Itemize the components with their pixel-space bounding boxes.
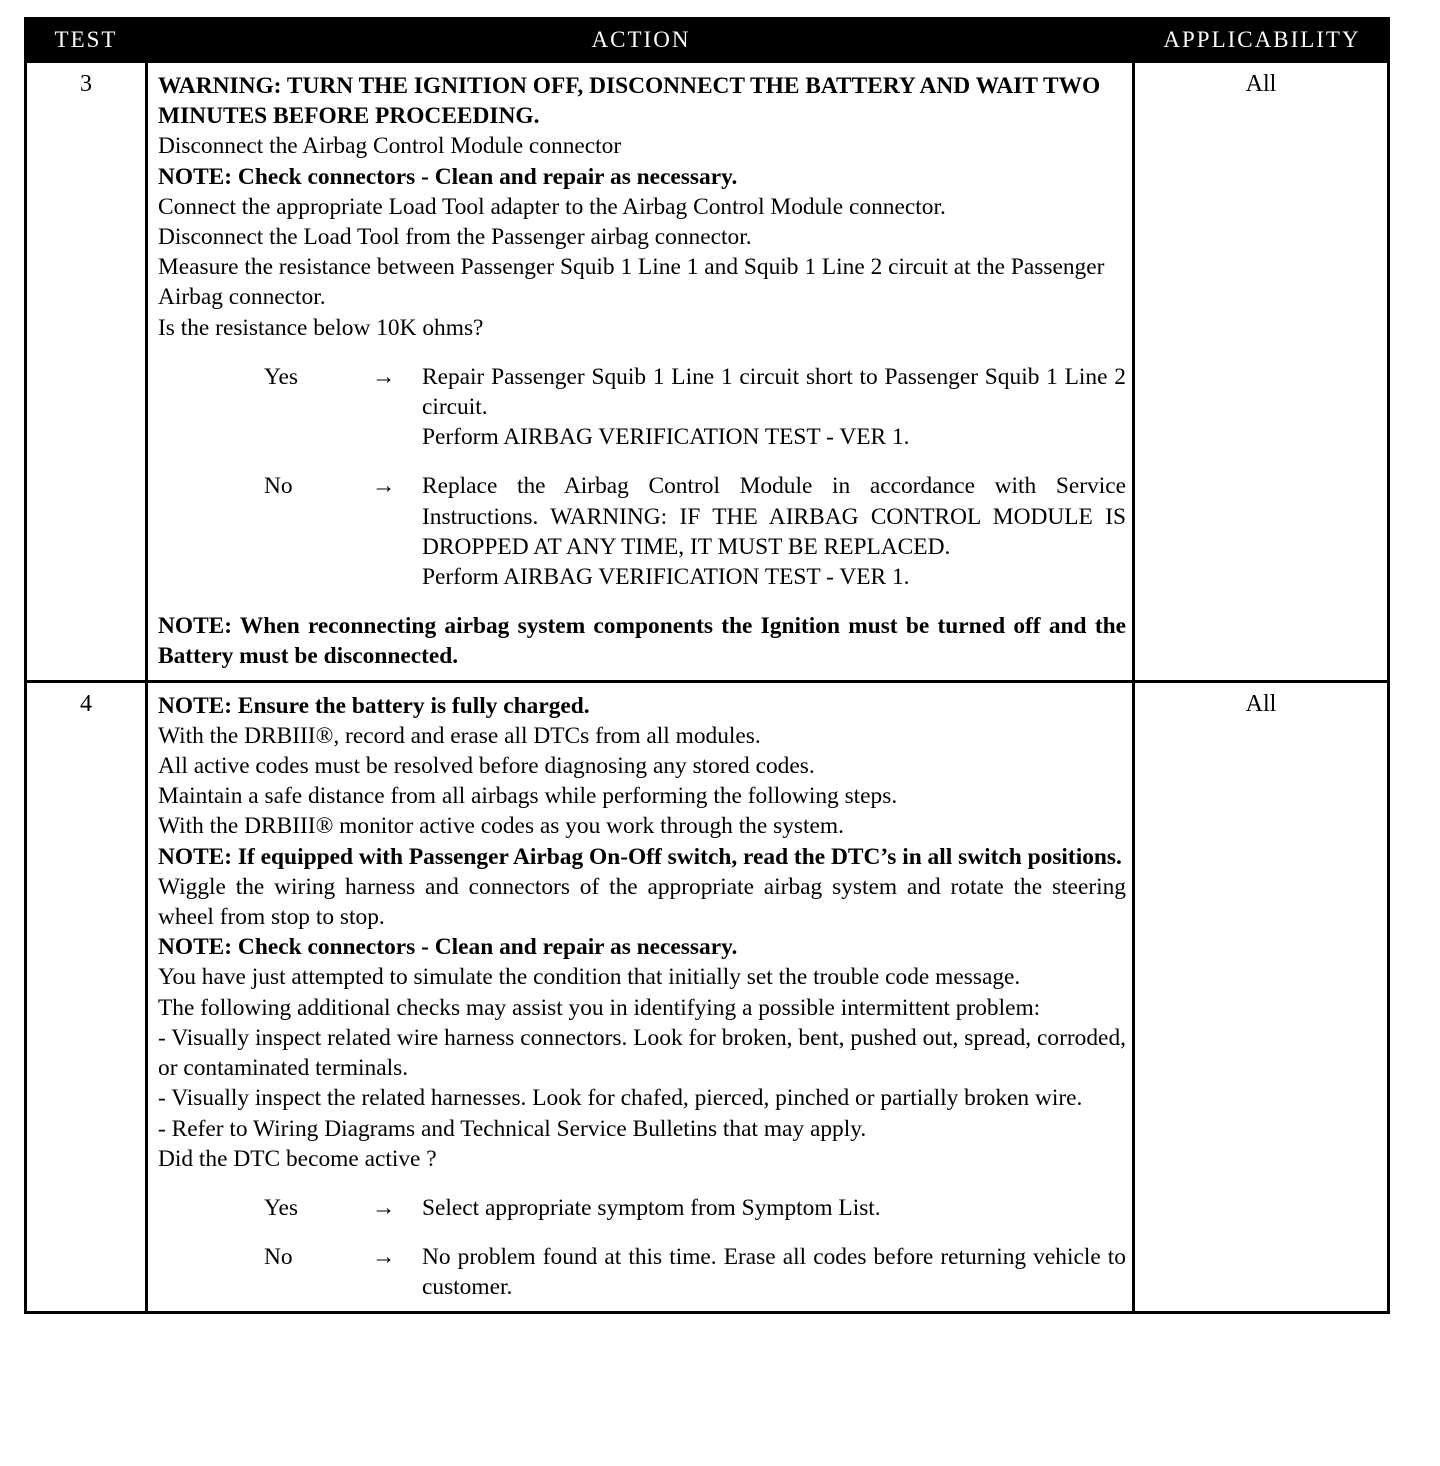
action-line: Measure the resistance between Passenger Squib 1 Line 1 and Squib 1 Line 2 circuit at the Passenger Airbag connector. (158, 254, 1105, 311)
no-branch (158, 1242, 1126, 1302)
action-line: Disconnect the Load Tool from the Passenger airbag connector. (158, 224, 752, 251)
note-text: NOTE: If equipped with Passenger Airbag On-Off switch, read the DTC’s in all switch positions. (158, 843, 1122, 870)
header-action: ACTION (145, 27, 1135, 53)
result-line: Repair Passenger Squib 1 Line 1 circuit short to Passenger Squib 1 Line 2 circuit. (422, 363, 1126, 421)
diagnostic-table (24, 17, 1390, 1314)
arrow-right-icon: → (372, 1194, 396, 1221)
action-line: With the DRBIII® monitor active codes as you work through the system. (158, 813, 844, 840)
yes-branch (158, 1193, 1126, 1223)
arrow-right-icon: → (372, 363, 396, 390)
applicability-value: All (1245, 71, 1277, 97)
result-line: Perform AIRBAG VERIFICATION TEST - VER 1. (422, 424, 910, 451)
check-item: - Visually inspect the related harnesses. Look for chafed, pierced, pinched or partially broken wire. (158, 1085, 1083, 1112)
table-row (27, 680, 1387, 1311)
result-line: Replace the Airbag Control Module in accordance with Service Instructions. WARNING: IF THE AIRBAG CONTROL MODULE IS DROPPED AT ANY TIME, IT MUST BE REPLACED. (422, 473, 1126, 560)
result-line: No problem found at this time. Erase all codes before returning vehicle to customer. (422, 1244, 1126, 1301)
action-line: Connect the appropriate Load Tool adapter to the Airbag Control Module connector. (158, 193, 946, 220)
action-line: All active codes must be resolved before diagnosing any stored codes. (158, 753, 815, 780)
result-line: Perform AIRBAG VERIFICATION TEST - VER 1. (422, 564, 910, 591)
header-applicability: APPLICABILITY (1135, 27, 1387, 53)
test-number: 4 (80, 690, 92, 717)
no-result (422, 471, 1126, 592)
question-text: Did the DTC become active ? (158, 1145, 437, 1172)
arrow-right-icon: → (372, 1244, 396, 1271)
header-test: TEST (54, 27, 118, 52)
yes-label: Yes (264, 1194, 299, 1221)
note-text: NOTE: Check connectors - Clean and repair as necessary. (158, 163, 738, 190)
yes-label: Yes (264, 363, 299, 390)
warning-text: WARNING: TURN THE IGNITION OFF, DISCONNECT THE BATTERY AND WAIT TWO MINUTES BEFORE PROCEEDING. (158, 73, 1101, 130)
question-text: Is the resistance below 10K ohms? (158, 314, 484, 341)
no-branch (158, 471, 1126, 592)
no-label: No (264, 1244, 293, 1271)
note-text: NOTE: Check connectors - Clean and repair as necessary. (158, 934, 738, 961)
action-line: Disconnect the Airbag Control Module connector (158, 133, 622, 160)
action-line: You have just attempted to simulate the condition that initially set the trouble code message. (158, 964, 1021, 991)
footer-note: NOTE: When reconnecting airbag system components the Ignition must be turned off and the Battery must be disconnected. (158, 613, 1126, 670)
no-result (422, 1242, 1126, 1302)
action-line: Wiggle the wiring harness and connectors of the appropriate airbag system and rotate the steering wheel from stop to stop. (158, 873, 1126, 931)
yes-result (422, 1193, 1126, 1223)
action-cell (145, 63, 1135, 680)
action-cell (145, 683, 1135, 1311)
test-number: 3 (80, 71, 92, 97)
applicability-value: All (1245, 690, 1277, 717)
table-row (27, 60, 1387, 680)
note-text: NOTE: Ensure the battery is fully charged. (158, 692, 590, 719)
yes-branch (158, 362, 1126, 453)
table-header (27, 20, 1387, 60)
arrow-right-icon: → (372, 473, 396, 500)
result-line: Select appropriate symptom from Symptom List. (422, 1194, 881, 1221)
check-item: - Visually inspect related wire harness connectors. Look for broken, bent, pushed out, spread, corroded, or contaminated terminals. (158, 1024, 1126, 1082)
action-line: With the DRBIII®, record and erase all DTCs from all modules. (158, 722, 761, 749)
check-item: - Refer to Wiring Diagrams and Technical Service Bulletins that may apply. (158, 1115, 867, 1142)
no-label: No (264, 473, 293, 500)
yes-result (422, 362, 1126, 453)
action-line: The following additional checks may assist you in identifying a possible intermittent problem: (158, 994, 1041, 1021)
action-line: Maintain a safe distance from all airbags while performing the following steps. (158, 783, 898, 810)
